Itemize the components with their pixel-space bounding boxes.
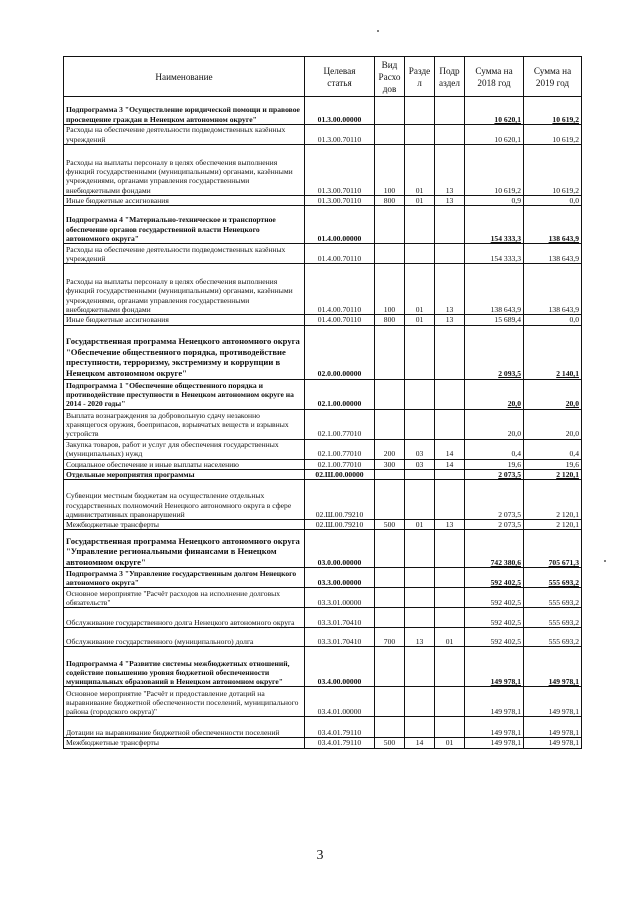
table-row xyxy=(64,264,582,315)
cell-name: Подпрограмма 4 "Материально-техническое и транспортное обеспечение органов государственной власти Ненецкого автономного округа" xyxy=(64,206,305,244)
cell-subsection: 13 xyxy=(435,264,465,315)
header-name: Наименование xyxy=(64,57,305,97)
cell-target: 01.4.00.70110 xyxy=(305,244,375,264)
cell-subsection: 13 xyxy=(435,315,465,325)
cell-name: Обслуживание государственного (муниципального) долга xyxy=(64,628,305,647)
cell-sum-2019: 2 140,1 xyxy=(524,325,582,379)
budget-table xyxy=(63,56,582,749)
cell-subsection xyxy=(435,244,465,264)
header-subsection-line: аздел xyxy=(439,77,460,88)
cell-name: Иные бюджетные ассигнования xyxy=(64,196,305,206)
cell-type: 300 xyxy=(375,459,405,469)
cell-subsection xyxy=(435,469,465,479)
cell-section xyxy=(405,97,435,125)
cell-sum-2018: 154 333,3 xyxy=(465,244,524,264)
header-subsection xyxy=(435,57,465,97)
cell-sum-2018: 10 620,1 xyxy=(465,125,524,145)
cell-name: Подпрограмма 3 "Осуществление юридической помощи и правовое просвещение граждан в Ненецком автономном округе" xyxy=(64,97,305,125)
header-sum-2019: Сумма на 2019 год xyxy=(524,57,582,97)
cell-target: 01.3.00.70110 xyxy=(305,145,375,196)
cell-name: Основное мероприятие "Расчёт и предоставление дотаций на выравнивание бюджетной обеспеченности поселений, муниципального района (городского округа)" xyxy=(64,687,305,717)
cell-type xyxy=(375,568,405,588)
scan-speck xyxy=(604,560,606,562)
cell-sum-2019: 138 643,9 xyxy=(524,206,582,244)
table-row xyxy=(64,244,582,264)
cell-type xyxy=(375,409,405,439)
cell-target: 03.4.01.79110 xyxy=(305,738,375,748)
cell-sum-2019: 2 120,1 xyxy=(524,480,582,520)
cell-subsection: 14 xyxy=(435,439,465,459)
table-row xyxy=(64,145,582,196)
cell-sum-2019: 555 693,2 xyxy=(524,568,582,588)
cell-type xyxy=(375,717,405,738)
cell-sum-2018: 149 978,1 xyxy=(465,717,524,738)
cell-sum-2018: 2 093,5 xyxy=(465,325,524,379)
table-row xyxy=(64,588,582,608)
cell-section: 01 xyxy=(405,264,435,315)
cell-target: 02.1.00.77010 xyxy=(305,459,375,469)
table-row xyxy=(64,687,582,717)
cell-sum-2018: 10 619,2 xyxy=(465,145,524,196)
cell-name: Межбюджетные трансферты xyxy=(64,520,305,530)
cell-sum-2019: 149 978,1 xyxy=(524,717,582,738)
cell-sum-2018: 592 402,5 xyxy=(465,628,524,647)
cell-section xyxy=(405,480,435,520)
cell-type xyxy=(375,206,405,244)
cell-type: 500 xyxy=(375,520,405,530)
cell-section: 01 xyxy=(405,145,435,196)
table-row xyxy=(64,469,582,479)
cell-section: 01 xyxy=(405,315,435,325)
table-row xyxy=(64,409,582,439)
cell-sum-2019: 20,0 xyxy=(524,409,582,439)
cell-target: 03.4.00.00000 xyxy=(305,647,375,687)
cell-sum-2019: 10 619,2 xyxy=(524,125,582,145)
cell-section xyxy=(405,717,435,738)
cell-subsection: 13 xyxy=(435,520,465,530)
cell-sum-2018: 592 402,5 xyxy=(465,568,524,588)
cell-subsection xyxy=(435,97,465,125)
cell-section: 01 xyxy=(405,520,435,530)
cell-sum-2018: 154 333,3 xyxy=(465,206,524,244)
cell-section xyxy=(405,206,435,244)
cell-sum-2018: 149 978,1 xyxy=(465,687,524,717)
table-row xyxy=(64,608,582,628)
cell-section: 13 xyxy=(405,628,435,647)
cell-section xyxy=(405,125,435,145)
table-row xyxy=(64,196,582,206)
cell-name: Отдельные мероприятия программы xyxy=(64,469,305,479)
header-subsection-line: Подр xyxy=(439,65,460,76)
cell-type: 800 xyxy=(375,315,405,325)
cell-target: 03.0.00.00000 xyxy=(305,530,375,568)
cell-section: 03 xyxy=(405,439,435,459)
cell-target: 02.Ш.00.79210 xyxy=(305,520,375,530)
cell-sum-2019: 0,0 xyxy=(524,196,582,206)
cell-subsection xyxy=(435,588,465,608)
cell-target: 02.0.00.00000 xyxy=(305,325,375,379)
cell-target: 02.Ш.00.79210 xyxy=(305,480,375,520)
cell-section xyxy=(405,687,435,717)
cell-target: 03.3.01.70410 xyxy=(305,628,375,647)
cell-sum-2019: 138 643,9 xyxy=(524,244,582,264)
cell-subsection xyxy=(435,608,465,628)
cell-name: Расходы на обеспечение деятельности подведомственных казённых учреждений xyxy=(64,125,305,145)
cell-target: 01.4.00.00000 xyxy=(305,206,375,244)
cell-name: Межбюджетные трансферты xyxy=(64,738,305,748)
cell-section xyxy=(405,325,435,379)
cell-target: 02.1.00.77010 xyxy=(305,409,375,439)
header-type-line: дов xyxy=(382,83,397,94)
cell-name: Государственная программа Ненецкого автономного округа "Обеспечение общественного порядка, противодействие преступности, терроризму, экстремизму и коррупции в Ненецком автономном округе" xyxy=(64,325,305,379)
cell-subsection xyxy=(435,647,465,687)
cell-sum-2019: 555 693,2 xyxy=(524,628,582,647)
cell-sum-2019: 555 693,2 xyxy=(524,588,582,608)
cell-type xyxy=(375,244,405,264)
cell-section: 14 xyxy=(405,738,435,748)
cell-subsection: 13 xyxy=(435,196,465,206)
cell-sum-2018: 592 402,5 xyxy=(465,608,524,628)
cell-target: 03.3.01.70410 xyxy=(305,608,375,628)
cell-name: Субвенции местным бюджетам на осуществление отдельных государственных полномочий Ненецкого автономного округа в сфере административных правонарушений xyxy=(64,480,305,520)
cell-sum-2018: 0,9 xyxy=(465,196,524,206)
cell-type xyxy=(375,125,405,145)
table-row xyxy=(64,530,582,568)
table-row xyxy=(64,628,582,647)
cell-sum-2018: 15 689,4 xyxy=(465,315,524,325)
cell-sum-2019: 0,0 xyxy=(524,315,582,325)
cell-type xyxy=(375,530,405,568)
cell-subsection xyxy=(435,717,465,738)
cell-sum-2018: 20,0 xyxy=(465,409,524,439)
cell-sum-2019: 705 671,3 xyxy=(524,530,582,568)
cell-target: 03.4.01.00000 xyxy=(305,687,375,717)
cell-subsection: 14 xyxy=(435,459,465,469)
cell-section xyxy=(405,647,435,687)
header-type-line: Вид xyxy=(381,59,398,70)
table-header-row xyxy=(64,57,582,97)
cell-target: 01.3.00.70110 xyxy=(305,125,375,145)
header-sum-2018: Сумма на 2018 год xyxy=(465,57,524,97)
header-target xyxy=(305,57,375,97)
table-row xyxy=(64,568,582,588)
cell-section xyxy=(405,608,435,628)
cell-sum-2018: 2 073,5 xyxy=(465,520,524,530)
table-row xyxy=(64,206,582,244)
cell-target: 03.3.00.00000 xyxy=(305,568,375,588)
cell-type: 100 xyxy=(375,264,405,315)
cell-type xyxy=(375,647,405,687)
cell-name: Подпрограмма 1 "Обеспечение общественного порядка и противодействие преступности в Ненецком автономном округе на 2014 - 2020 годы" xyxy=(64,379,305,409)
cell-name: Подпрограмма 4 "Развитие системы межбюджетных отношений, содействие повышению уровня бюджетной обеспеченности муниципальных образований в Ненецком автономном округе" xyxy=(64,647,305,687)
table-body xyxy=(64,97,582,749)
cell-section: 03 xyxy=(405,459,435,469)
cell-name: Расходы на выплаты персоналу в целях обеспечения выполнения функций государственными (муниципальными) органами, казёнными учреждениями, органами управления государственными внебюджетными фондами xyxy=(64,145,305,196)
cell-type: 100 xyxy=(375,145,405,196)
cell-sum-2018: 742 380,6 xyxy=(465,530,524,568)
cell-sum-2019: 2 120,1 xyxy=(524,520,582,530)
cell-sum-2018: 149 978,1 xyxy=(465,647,524,687)
table-row xyxy=(64,738,582,748)
cell-sum-2018: 592 402,5 xyxy=(465,588,524,608)
cell-sum-2018: 149 978,1 xyxy=(465,738,524,748)
cell-type xyxy=(375,379,405,409)
cell-subsection xyxy=(435,409,465,439)
cell-section xyxy=(405,244,435,264)
header-section-line: л xyxy=(417,77,422,88)
table-row xyxy=(64,97,582,125)
cell-type: 800 xyxy=(375,196,405,206)
cell-section: 01 xyxy=(405,196,435,206)
cell-type: 500 xyxy=(375,738,405,748)
table-row xyxy=(64,480,582,520)
cell-subsection xyxy=(435,568,465,588)
cell-sum-2019: 555 693,2 xyxy=(524,608,582,628)
cell-subsection xyxy=(435,206,465,244)
cell-name: Дотации на выравнивание бюджетной обеспеченности поселений xyxy=(64,717,305,738)
cell-sum-2019: 20,0 xyxy=(524,379,582,409)
cell-subsection: 01 xyxy=(435,628,465,647)
cell-type xyxy=(375,469,405,479)
cell-sum-2018: 0,4 xyxy=(465,439,524,459)
cell-target: 03.3.01.00000 xyxy=(305,588,375,608)
table-row xyxy=(64,459,582,469)
cell-subsection: 01 xyxy=(435,738,465,748)
cell-sum-2019: 0,4 xyxy=(524,439,582,459)
cell-type xyxy=(375,97,405,125)
scan-speck xyxy=(377,30,379,32)
header-target-label: Целевая статья xyxy=(323,65,356,88)
cell-subsection: 13 xyxy=(435,145,465,196)
cell-subsection xyxy=(435,687,465,717)
cell-name: Государственная программа Ненецкого автономного округа "Управление региональными финансами в Ненецком автономном округе" xyxy=(64,530,305,568)
cell-subsection xyxy=(435,379,465,409)
table-row xyxy=(64,379,582,409)
header-type-line: Расхо xyxy=(378,71,401,82)
cell-section xyxy=(405,568,435,588)
cell-type xyxy=(375,588,405,608)
page-number: 3 xyxy=(316,848,324,863)
header-section xyxy=(405,57,435,97)
cell-type: 200 xyxy=(375,439,405,459)
cell-name: Расходы на обеспечение деятельности подведомственных казённых учреждений xyxy=(64,244,305,264)
cell-section xyxy=(405,379,435,409)
cell-name: Подпрограмма 3 "Управление государственным долгом Ненецкого автономного округа" xyxy=(64,568,305,588)
cell-target: 02.Ш.00.00000 xyxy=(305,469,375,479)
cell-target: 01.3.00.70110 xyxy=(305,196,375,206)
cell-section xyxy=(405,409,435,439)
cell-sum-2018: 19,6 xyxy=(465,459,524,469)
table-row xyxy=(64,439,582,459)
cell-section xyxy=(405,530,435,568)
cell-subsection xyxy=(435,325,465,379)
cell-name: Обслуживание государственного долга Ненецкого автономного округа xyxy=(64,608,305,628)
cell-type xyxy=(375,325,405,379)
cell-name: Социальное обеспечение и иные выплаты населению xyxy=(64,459,305,469)
table-row xyxy=(64,325,582,379)
cell-subsection xyxy=(435,480,465,520)
cell-subsection xyxy=(435,530,465,568)
cell-sum-2018: 138 643,9 xyxy=(465,264,524,315)
cell-sum-2018: 2 073,5 xyxy=(465,480,524,520)
cell-sum-2018: 10 620,1 xyxy=(465,97,524,125)
cell-target: 01.3.00.00000 xyxy=(305,97,375,125)
cell-target: 01.4.00.70110 xyxy=(305,264,375,315)
cell-sum-2019: 138 643,9 xyxy=(524,264,582,315)
cell-section xyxy=(405,588,435,608)
cell-sum-2019: 149 978,1 xyxy=(524,738,582,748)
cell-name: Иные бюджетные ассигнования xyxy=(64,315,305,325)
cell-sum-2018: 2 073,5 xyxy=(465,469,524,479)
header-section-line: Разде xyxy=(408,65,431,76)
cell-target: 02.1.00.00000 xyxy=(305,379,375,409)
table-row xyxy=(64,125,582,145)
cell-type xyxy=(375,687,405,717)
table-row xyxy=(64,717,582,738)
cell-sum-2019: 2 120,1 xyxy=(524,469,582,479)
cell-sum-2019: 149 978,1 xyxy=(524,687,582,717)
cell-name: Расходы на выплаты персоналу в целях обеспечения выполнения функций государственными (муниципальными) органами, казёнными учреждениями, органами управления государственными внебюджетными фондами xyxy=(64,264,305,315)
table-row xyxy=(64,315,582,325)
cell-name: Закупка товаров, работ и услуг для обеспечения государственных (муниципальных) нужд xyxy=(64,439,305,459)
cell-target: 01.4.00.70110 xyxy=(305,315,375,325)
cell-sum-2019: 19,6 xyxy=(524,459,582,469)
cell-subsection xyxy=(435,125,465,145)
cell-target: 02.1.00.77010 xyxy=(305,439,375,459)
cell-type: 700 xyxy=(375,628,405,647)
cell-sum-2019: 149 978,1 xyxy=(524,647,582,687)
cell-target: 03.4.01.79110 xyxy=(305,717,375,738)
cell-sum-2018: 20,0 xyxy=(465,379,524,409)
table-row xyxy=(64,647,582,687)
cell-section xyxy=(405,469,435,479)
table-row xyxy=(64,520,582,530)
cell-type xyxy=(375,608,405,628)
header-type xyxy=(375,57,405,97)
cell-name: Выплата вознаграждения за добровольную сдачу незаконно хранящегося оружия, боеприпасов, взрывчатых веществ и взрывных устройств xyxy=(64,409,305,439)
cell-type xyxy=(375,480,405,520)
cell-name: Основное мероприятие "Расчёт расходов на исполнение долговых обязательств" xyxy=(64,588,305,608)
cell-sum-2019: 10 619,2 xyxy=(524,97,582,125)
cell-sum-2019: 10 619,2 xyxy=(524,145,582,196)
